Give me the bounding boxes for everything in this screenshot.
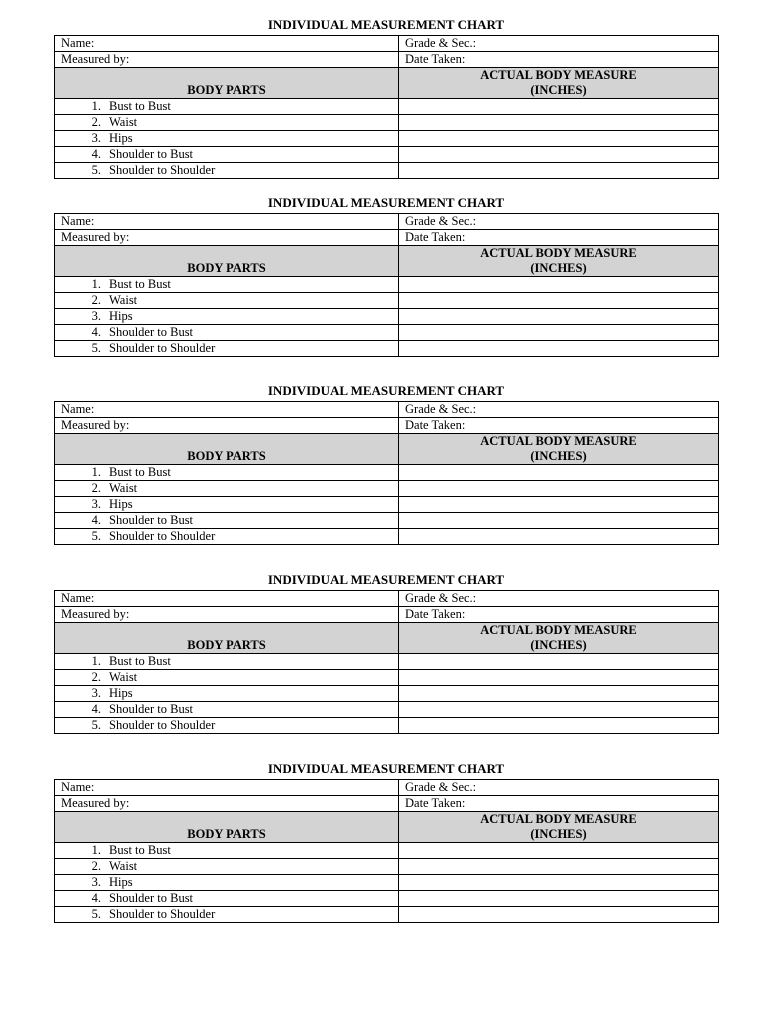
measure-header-line2: (INCHES)	[530, 827, 587, 841]
table-row	[55, 309, 719, 325]
measure-cell[interactable]	[399, 115, 719, 131]
table-header	[55, 812, 719, 843]
table-row	[55, 497, 719, 513]
measurement-table	[54, 35, 719, 179]
part-label: Shoulder to Shoulder	[109, 529, 216, 543]
part-number: 5.	[91, 907, 101, 921]
part-number: 3.	[91, 686, 101, 700]
body-part-cell	[55, 686, 399, 702]
date-taken-field[interactable]: Date Taken:	[399, 418, 719, 434]
measure-cell[interactable]	[399, 513, 719, 529]
part-label: Waist	[109, 859, 138, 873]
part-label: Shoulder to Shoulder	[109, 163, 216, 177]
part-label: Waist	[109, 481, 138, 495]
body-part-cell	[55, 702, 399, 718]
part-number: 3.	[91, 131, 101, 145]
measure-cell[interactable]	[399, 529, 719, 545]
part-number: 3.	[91, 497, 101, 511]
measurement-chart	[54, 572, 718, 734]
part-label: Shoulder to Shoulder	[109, 341, 216, 355]
body-part-cell	[55, 325, 399, 341]
measure-cell[interactable]	[399, 481, 719, 497]
table-row	[55, 859, 719, 875]
measure-cell[interactable]	[399, 341, 719, 357]
measurement-table	[54, 213, 719, 357]
part-label: Shoulder to Bust	[109, 513, 194, 527]
body-part-cell	[55, 875, 399, 891]
table-row	[55, 465, 719, 481]
measure-cell[interactable]	[399, 670, 719, 686]
part-label: Shoulder to Bust	[109, 325, 194, 339]
grade-sec-field[interactable]: Grade & Sec.:	[399, 591, 719, 607]
measure-cell[interactable]	[399, 891, 719, 907]
measure-cell[interactable]	[399, 718, 719, 734]
body-parts-header: BODY PARTS	[55, 68, 399, 99]
table-row	[55, 907, 719, 923]
measure-header-line2: (INCHES)	[530, 261, 587, 275]
table-header	[55, 434, 719, 465]
body-part-cell	[55, 718, 399, 734]
part-label: Shoulder to Shoulder	[109, 718, 216, 732]
measure-cell[interactable]	[399, 293, 719, 309]
part-number: 1.	[91, 843, 101, 857]
part-number: 1.	[91, 465, 101, 479]
part-number: 4.	[91, 702, 101, 716]
part-number: 2.	[91, 670, 101, 684]
measure-cell[interactable]	[399, 99, 719, 115]
body-part-cell	[55, 529, 399, 545]
measurement-chart	[54, 195, 718, 357]
measurement-chart	[54, 761, 718, 923]
table-row	[55, 529, 719, 545]
part-label: Shoulder to Bust	[109, 891, 194, 905]
body-part-cell	[55, 670, 399, 686]
date-taken-field[interactable]: Date Taken:	[399, 607, 719, 623]
measure-cell[interactable]	[399, 907, 719, 923]
part-label: Hips	[109, 875, 133, 889]
body-part-cell	[55, 131, 399, 147]
measure-header-line1: ACTUAL BODY MEASURE	[480, 434, 637, 448]
measure-cell[interactable]	[399, 859, 719, 875]
table-row	[55, 115, 719, 131]
measure-header-line2: (INCHES)	[530, 638, 587, 652]
body-part-cell	[55, 147, 399, 163]
actual-measure-header	[399, 434, 719, 465]
measured-by-field[interactable]: Measured by:	[55, 607, 399, 623]
actual-measure-header	[399, 812, 719, 843]
measure-header-line2: (INCHES)	[530, 83, 587, 97]
measure-cell[interactable]	[399, 843, 719, 859]
body-part-cell	[55, 99, 399, 115]
table-row	[55, 341, 719, 357]
part-number: 3.	[91, 309, 101, 323]
grade-sec-field[interactable]: Grade & Sec.:	[399, 36, 719, 52]
body-part-cell	[55, 309, 399, 325]
grade-sec-field[interactable]: Grade & Sec.:	[399, 780, 719, 796]
part-label: Bust to Bust	[109, 843, 171, 857]
measurement-table	[54, 401, 719, 545]
body-parts-header: BODY PARTS	[55, 434, 399, 465]
body-part-cell	[55, 163, 399, 179]
actual-measure-header	[399, 623, 719, 654]
body-parts-header: BODY PARTS	[55, 623, 399, 654]
measured-by-field[interactable]: Measured by:	[55, 796, 399, 812]
grade-sec-field[interactable]: Grade & Sec.:	[399, 214, 719, 230]
date-taken-field[interactable]: Date Taken:	[399, 230, 719, 246]
body-part-cell	[55, 859, 399, 875]
part-label: Shoulder to Bust	[109, 702, 194, 716]
measure-cell[interactable]	[399, 497, 719, 513]
body-part-cell	[55, 843, 399, 859]
body-part-cell	[55, 115, 399, 131]
measured-by-row	[55, 418, 719, 434]
body-part-cell	[55, 497, 399, 513]
part-number: 1.	[91, 654, 101, 668]
part-label: Hips	[109, 497, 133, 511]
table-row	[55, 277, 719, 293]
body-part-cell	[55, 465, 399, 481]
part-number: 4.	[91, 891, 101, 905]
body-part-cell	[55, 481, 399, 497]
part-label: Bust to Bust	[109, 277, 171, 291]
table-row	[55, 891, 719, 907]
table-row	[55, 163, 719, 179]
name-field[interactable]: Name:	[55, 402, 399, 418]
chart-title: INDIVIDUAL MEASUREMENT CHART	[267, 572, 505, 587]
part-label: Waist	[109, 293, 138, 307]
chart-title: INDIVIDUAL MEASUREMENT CHART	[267, 195, 505, 210]
part-number: 4.	[91, 147, 101, 161]
part-number: 5.	[91, 718, 101, 732]
part-number: 2.	[91, 293, 101, 307]
part-label: Bust to Bust	[109, 465, 171, 479]
table-row	[55, 702, 719, 718]
measure-cell[interactable]	[399, 163, 719, 179]
name-field[interactable]: Name:	[55, 591, 399, 607]
measure-cell[interactable]	[399, 147, 719, 163]
part-number: 2.	[91, 481, 101, 495]
body-part-cell	[55, 654, 399, 670]
measure-cell[interactable]	[399, 465, 719, 481]
part-number: 3.	[91, 875, 101, 889]
name-field[interactable]: Name:	[55, 36, 399, 52]
measure-cell[interactable]	[399, 654, 719, 670]
table-row	[55, 654, 719, 670]
part-number: 4.	[91, 325, 101, 339]
grade-sec-field[interactable]: Grade & Sec.:	[399, 402, 719, 418]
part-number: 4.	[91, 513, 101, 527]
table-row	[55, 686, 719, 702]
chart-title: INDIVIDUAL MEASUREMENT CHART	[267, 383, 505, 398]
part-number: 5.	[91, 341, 101, 355]
chart-title: INDIVIDUAL MEASUREMENT CHART	[267, 761, 505, 776]
measure-cell[interactable]	[399, 875, 719, 891]
body-part-cell	[55, 277, 399, 293]
table-row	[55, 513, 719, 529]
name-row	[55, 780, 719, 796]
table-row	[55, 670, 719, 686]
part-label: Hips	[109, 686, 133, 700]
part-number: 1.	[91, 277, 101, 291]
name-row	[55, 591, 719, 607]
measured-by-row	[55, 607, 719, 623]
body-part-cell	[55, 341, 399, 357]
measure-cell[interactable]	[399, 686, 719, 702]
table-row	[55, 147, 719, 163]
part-label: Waist	[109, 115, 138, 129]
table-row	[55, 131, 719, 147]
name-row	[55, 214, 719, 230]
measure-cell[interactable]	[399, 277, 719, 293]
part-number: 1.	[91, 99, 101, 113]
chart-title: INDIVIDUAL MEASUREMENT CHART	[267, 17, 505, 32]
body-parts-header: BODY PARTS	[55, 812, 399, 843]
body-part-cell	[55, 907, 399, 923]
part-label: Waist	[109, 670, 138, 684]
table-header	[55, 623, 719, 654]
name-row	[55, 402, 719, 418]
body-part-cell	[55, 891, 399, 907]
part-label: Bust to Bust	[109, 654, 171, 668]
table-row	[55, 481, 719, 497]
measurement-table	[54, 590, 719, 734]
date-taken-field[interactable]: Date Taken:	[399, 796, 719, 812]
table-row	[55, 718, 719, 734]
part-number: 2.	[91, 115, 101, 129]
part-label: Bust to Bust	[109, 99, 171, 113]
part-label: Hips	[109, 309, 133, 323]
name-field[interactable]: Name:	[55, 214, 399, 230]
measured-by-field[interactable]: Measured by:	[55, 418, 399, 434]
table-row	[55, 875, 719, 891]
measure-cell[interactable]	[399, 325, 719, 341]
body-parts-header: BODY PARTS	[55, 246, 399, 277]
body-part-cell	[55, 513, 399, 529]
part-label: Hips	[109, 131, 133, 145]
measure-cell[interactable]	[399, 131, 719, 147]
table-row	[55, 293, 719, 309]
table-header	[55, 68, 719, 99]
part-number: 2.	[91, 859, 101, 873]
measured-by-field[interactable]: Measured by:	[55, 230, 399, 246]
measurement-table	[54, 779, 719, 923]
measured-by-field[interactable]: Measured by:	[55, 52, 399, 68]
measured-by-row	[55, 796, 719, 812]
table-row	[55, 99, 719, 115]
measurement-chart	[54, 17, 718, 179]
name-row	[55, 36, 719, 52]
measured-by-row	[55, 230, 719, 246]
table-header	[55, 246, 719, 277]
part-number: 5.	[91, 529, 101, 543]
measure-cell[interactable]	[399, 702, 719, 718]
measure-cell[interactable]	[399, 309, 719, 325]
name-field[interactable]: Name:	[55, 780, 399, 796]
measurement-chart	[54, 383, 718, 545]
measured-by-row	[55, 52, 719, 68]
measure-header-line1: ACTUAL BODY MEASURE	[480, 68, 637, 82]
date-taken-field[interactable]: Date Taken:	[399, 52, 719, 68]
table-row	[55, 325, 719, 341]
body-part-cell	[55, 293, 399, 309]
part-label: Shoulder to Bust	[109, 147, 194, 161]
actual-measure-header	[399, 246, 719, 277]
measure-header-line1: ACTUAL BODY MEASURE	[480, 246, 637, 260]
measure-header-line1: ACTUAL BODY MEASURE	[480, 623, 637, 637]
actual-measure-header	[399, 68, 719, 99]
measure-header-line2: (INCHES)	[530, 449, 587, 463]
measure-header-line1: ACTUAL BODY MEASURE	[480, 812, 637, 826]
table-row	[55, 843, 719, 859]
part-number: 5.	[91, 163, 101, 177]
part-label: Shoulder to Shoulder	[109, 907, 216, 921]
